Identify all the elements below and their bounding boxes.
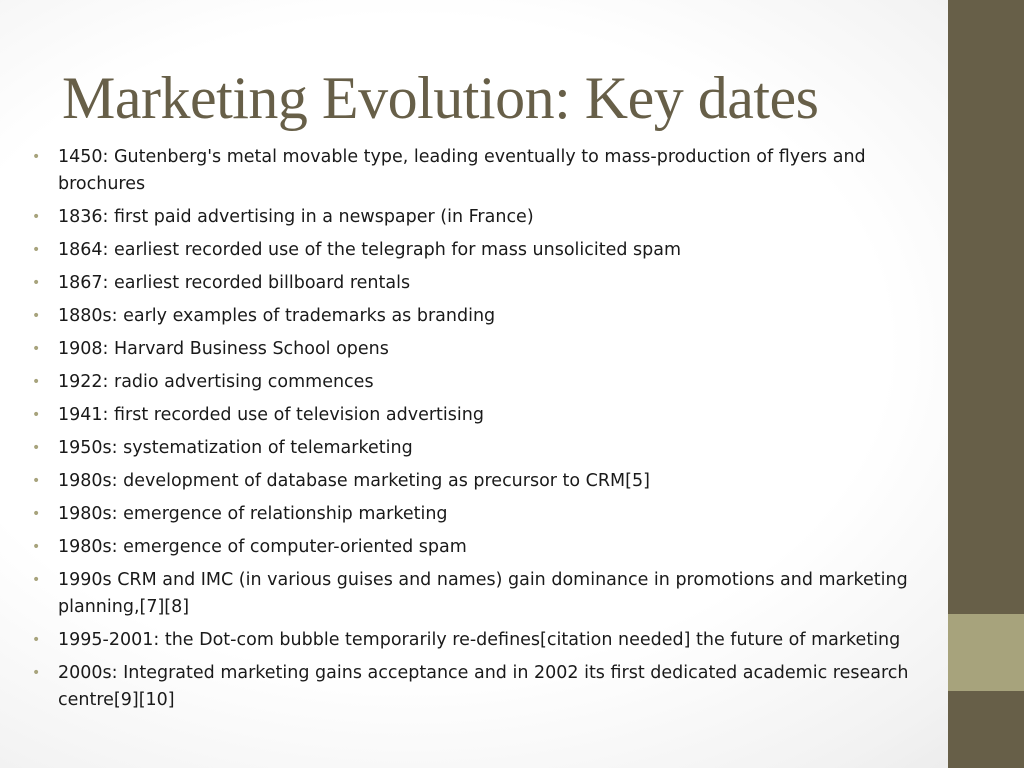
- bullet-icon: •: [32, 275, 41, 291]
- bullet-text: 1880s: early examples of trademarks as branding: [58, 306, 496, 326]
- bullet-text: 1908: Harvard Business School opens: [58, 339, 389, 359]
- bullet-icon: •: [32, 473, 41, 489]
- bullet-text: 1950s: systematization of telemarketing: [58, 438, 413, 458]
- bullet-text: 1867: earliest recorded billboard rentals: [58, 273, 411, 293]
- bullet-item: [32, 303, 937, 330]
- bullet-item: [32, 501, 937, 528]
- bullet-text: 1980s: development of database marketing as precursor to CRM[5]: [58, 471, 650, 491]
- bullet-item: [32, 534, 937, 561]
- bullet-item: [32, 237, 937, 264]
- bullet-text: 1995-2001: the Dot-com bubble temporarily re-defines[citation needed] the future of marketing: [58, 630, 901, 650]
- bullet-item: [32, 336, 937, 363]
- bullet-icon: •: [32, 242, 41, 258]
- bullet-item: [32, 270, 937, 297]
- bullet-list: [32, 144, 937, 720]
- bullet-text: 2000s: Integrated marketing gains acceptance and in 2002 its first dedicated academic research centre[9][10]: [58, 663, 909, 710]
- bullet-icon: •: [32, 407, 41, 423]
- bullet-text: 1922: radio advertising commences: [58, 372, 374, 392]
- sidebar-accent-block: [948, 614, 1024, 691]
- bullet-icon: •: [32, 506, 41, 522]
- bullet-text: 1450: Gutenberg's metal movable type, leading eventually to mass-production of flyers and brochures: [58, 147, 866, 194]
- bullet-item: [32, 435, 937, 462]
- bullet-icon: •: [32, 374, 41, 390]
- bullet-item: [32, 567, 937, 621]
- bullet-icon: •: [32, 209, 41, 225]
- bullet-text: 1990s CRM and IMC (in various guises and names) gain dominance in promotions and marketing planning,[7][8]: [58, 570, 908, 617]
- bullet-icon: •: [32, 632, 41, 648]
- bullet-item: [32, 402, 937, 429]
- bullet-icon: •: [32, 539, 41, 555]
- bullet-icon: •: [32, 341, 41, 357]
- bullet-text: 1980s: emergence of relationship marketing: [58, 504, 448, 524]
- bullet-item: [32, 660, 937, 714]
- bullet-icon: •: [32, 572, 41, 588]
- slide-title: Marketing Evolution: Key dates: [62, 65, 819, 131]
- bullet-text: 1864: earliest recorded use of the telegraph for mass unsolicited spam: [58, 240, 682, 260]
- bullet-icon: •: [32, 440, 41, 456]
- bullet-icon: •: [32, 308, 41, 324]
- bullet-text: 1941: first recorded use of television advertising: [58, 405, 484, 425]
- bullet-text: 1980s: emergence of computer-oriented spam: [58, 537, 467, 557]
- bullet-item: [32, 204, 937, 231]
- bullet-item: [32, 144, 937, 198]
- bullet-item: [32, 468, 937, 495]
- bullet-item: [32, 627, 937, 654]
- bullet-item: [32, 369, 937, 396]
- bullet-text: 1836: first paid advertising in a newspaper (in France): [58, 207, 534, 227]
- bullet-icon: •: [32, 149, 41, 165]
- bullet-icon: •: [32, 665, 41, 681]
